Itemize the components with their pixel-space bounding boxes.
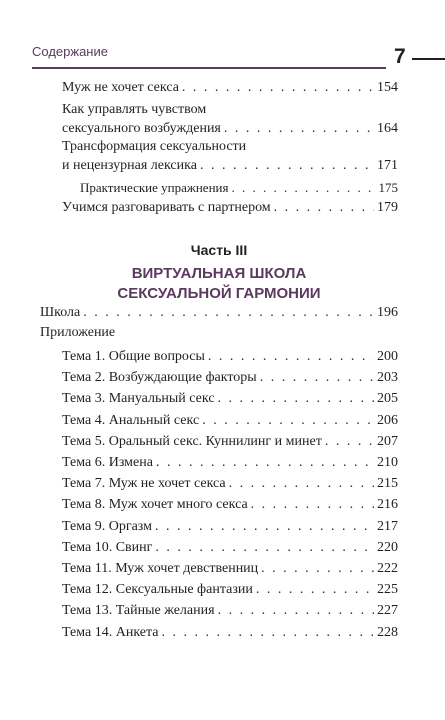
leader-dots <box>218 601 374 620</box>
leader-dots <box>231 178 375 197</box>
toc-entry-title: Муж не хочет секса <box>62 80 179 95</box>
toc-entry <box>62 137 398 175</box>
leader-dots <box>156 453 374 472</box>
appendix-heading: Приложение <box>40 325 116 340</box>
appendix-item-page: 203 <box>377 370 398 386</box>
toc-entry-page: 175 <box>378 180 398 195</box>
toc-subentry <box>80 178 398 197</box>
appendix-item-page: 220 <box>377 539 398 555</box>
leader-dots <box>224 119 374 138</box>
toc-entry-page: 164 <box>377 121 398 136</box>
appendix-item-title: Тема 11. Муж хочет девственниц <box>62 561 259 576</box>
appendix-item <box>62 411 398 430</box>
leader-dots <box>256 580 374 599</box>
leader-dots <box>251 495 374 514</box>
toc-entry-school <box>40 303 398 322</box>
appendix-item-title: Тема 8. Муж хочет много секса <box>62 497 248 513</box>
appendix-item <box>62 580 398 599</box>
appendix-item-title: Тема 13. Тайные желания <box>62 603 215 619</box>
leader-dots <box>202 411 374 430</box>
header-rule <box>32 67 386 69</box>
appendix-item-page: 217 <box>377 518 398 534</box>
toc-entry <box>62 78 398 97</box>
appendix-item-title: Тема 1. Общие вопросы <box>62 349 205 364</box>
part-label: Часть III <box>190 242 248 258</box>
leader-dots <box>200 156 374 175</box>
toc-entry <box>62 100 398 138</box>
appendix-item-title: Тема 5. Оральный секс. Куннилинг и минет <box>62 433 322 449</box>
part-title <box>40 264 398 304</box>
appendix-item-title: Тема 12. Сексуальные фантазии <box>62 582 253 598</box>
appendix-item-page: 200 <box>377 349 398 364</box>
appendix-item-title: Тема 2. Возбуждающие факторы <box>62 370 257 386</box>
leader-dots <box>325 432 374 451</box>
appendix-item <box>62 389 398 408</box>
appendix-item <box>62 474 398 493</box>
leader-dots <box>218 389 374 408</box>
appendix-item-title: Тема 10. Свинг <box>62 539 153 555</box>
toc-entry-title-line: сексуального возбуждения <box>62 121 221 136</box>
part-title-line: СЕКСУАЛЬНОЙ ГАРМОНИИ <box>117 285 321 302</box>
appendix-item <box>62 601 398 620</box>
appendix-item-page: 207 <box>377 433 398 449</box>
leader-dots <box>260 368 374 387</box>
page-header <box>32 44 445 70</box>
leader-dots <box>83 303 374 322</box>
toc-entry-title-line: и нецензурная лексика <box>62 158 197 173</box>
page-number-dash <box>412 58 445 60</box>
appendix-item-title: Тема 4. Анальный секс <box>62 412 200 428</box>
page-number: 7 <box>394 45 406 68</box>
leader-dots <box>261 559 374 578</box>
leader-dots <box>208 347 374 366</box>
appendix-item <box>62 368 398 387</box>
toc-entry-title: Учимся разговаривать с партнером <box>62 200 271 215</box>
toc-entry-page: 154 <box>377 80 398 95</box>
leader-dots <box>155 538 374 557</box>
appendix-item <box>62 432 398 451</box>
appendix-item-title: Тема 14. Анкета <box>62 624 159 640</box>
toc-entry-title-line: Трансформация сексуальности <box>62 139 247 154</box>
appendix-item-page: 210 <box>377 455 398 470</box>
appendix-item-page: 215 <box>377 476 398 492</box>
leader-dots <box>155 517 374 536</box>
leader-dots <box>182 78 374 97</box>
appendix-item-title: Тема 6. Измена <box>62 455 153 470</box>
appendix-item <box>62 538 398 557</box>
running-title: Содержание <box>32 44 108 59</box>
appendix-item <box>62 453 398 472</box>
appendix-item-title: Тема 3. Мануальный секс <box>62 391 215 407</box>
leader-dots <box>274 198 374 217</box>
appendix-item <box>62 347 398 366</box>
appendix-item-page: 225 <box>377 582 398 598</box>
part-title-line: ВИРТУАЛЬНАЯ ШКОЛА <box>131 265 307 282</box>
toc-entry-title-line: Как управлять чувством <box>62 102 207 117</box>
toc-entry-page: 171 <box>377 158 398 173</box>
appendix-item-page: 227 <box>377 603 398 619</box>
appendix-item-title: Тема 9. Оргазм <box>62 518 152 534</box>
appendix-item <box>62 623 398 642</box>
toc-entry-title: Школа <box>40 305 81 320</box>
leader-dots <box>161 623 374 642</box>
toc-entry-title: Практические упражнения <box>80 180 229 195</box>
appendix-item <box>62 559 398 578</box>
appendix-item-page: 216 <box>377 497 398 513</box>
appendix-item-page: 228 <box>377 624 398 640</box>
toc-entry <box>62 198 398 217</box>
leader-dots <box>229 474 374 493</box>
toc-entry-page: 196 <box>377 305 398 320</box>
appendix-item <box>62 495 398 514</box>
appendix-item-page: 206 <box>377 412 398 428</box>
appendix-item-title: Тема 7. Муж не хочет секса <box>62 476 226 492</box>
appendix-item-page: 205 <box>377 391 398 407</box>
toc-entry-page: 179 <box>377 200 398 215</box>
appendix-item <box>62 517 398 536</box>
appendix-item-page: 222 <box>377 561 398 576</box>
